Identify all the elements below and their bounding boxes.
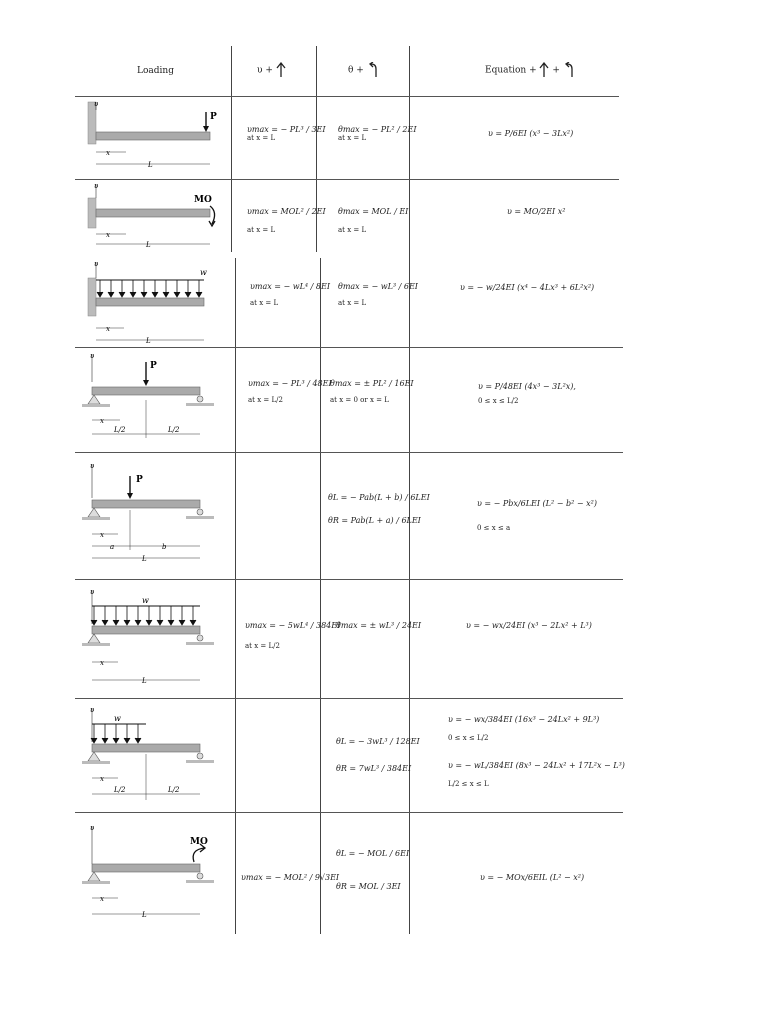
diagram-simple-half-uniform-load — [80, 706, 225, 811]
diagram-cantilever-uniform-load — [86, 260, 226, 345]
header-v-label: υ + — [257, 65, 273, 76]
theta-cell — [336, 622, 421, 631]
diagram-dim-L: L — [142, 911, 147, 919]
diagram-vert-label: υ — [94, 100, 99, 108]
diagram-vert-label: υ — [90, 706, 95, 714]
theta-cell — [338, 208, 408, 234]
vmax-formula: υmax = − MOL² / 9√3EI — [241, 873, 340, 882]
theta-line: θR = Pab(L + a) / 6LEI — [328, 515, 421, 525]
equation-line: 0 ≤ x ≤ L/2 — [478, 396, 519, 405]
header-theta — [348, 62, 379, 78]
theta-cell — [336, 850, 409, 892]
diagram-dim-x: x — [100, 895, 104, 903]
equation-line: υ = − MOx/6EIL (L² − x²) — [480, 873, 585, 882]
header-loading: Loading — [137, 66, 174, 76]
equation-line: 0 ≤ x ≤ L/2 — [448, 733, 489, 742]
diagram-dim-L: L — [142, 677, 147, 685]
equation-line: υ = − w/24EI (x⁴ − 4Lx³ + 6L²x²) — [460, 283, 595, 292]
theta-cell — [336, 738, 420, 774]
diagram-load-label: w — [200, 268, 207, 277]
equation-cell — [477, 500, 597, 532]
equation-line: υ = MO/2EI x² — [507, 207, 566, 216]
row-divider — [75, 579, 623, 580]
theta-line: θmax = ± PL² / 16EI — [330, 379, 414, 388]
theta-line: θR = MOL / 3EI — [336, 881, 401, 891]
diagram-dim-b: b — [162, 543, 167, 551]
equation-line: υ = − Pbx/6LEI (L² − b² − x²) — [477, 499, 597, 508]
vmax-formula: υmax = − PL³ / 3EI — [247, 125, 326, 134]
diagram-dim-x: x — [106, 231, 110, 239]
equation-cell — [448, 716, 625, 789]
diagram-dim-half: L/2 — [114, 426, 126, 434]
diagram-load-label: MO — [194, 195, 212, 205]
theta-cell — [338, 283, 418, 307]
theta-cell — [328, 494, 430, 526]
vmax-formula: υmax = MOL² / 2EI — [247, 207, 326, 216]
diagram-dim-x: x — [106, 325, 110, 333]
equation-cell — [507, 208, 565, 217]
theta-line: at x = L — [338, 225, 367, 234]
diagram-dim-half: L/2 — [168, 426, 180, 434]
theta-line: θL = − 3wL³ / 128EI — [336, 737, 420, 746]
header-equation — [485, 62, 575, 78]
theta-line: at x = L — [338, 133, 367, 142]
diagram-simple-offset-load — [80, 458, 220, 568]
equation-line: L/2 ≤ x ≤ L — [448, 780, 489, 789]
vmax-cell — [250, 283, 330, 307]
row-divider — [75, 452, 623, 453]
vmax-location: at x = L — [247, 133, 276, 142]
theta-line: θmax = − wL³ / 6EI — [338, 282, 418, 291]
diagram-vert-label: υ — [90, 588, 95, 596]
diagram-vert-label: υ — [90, 462, 95, 470]
vmax-cell — [247, 126, 326, 142]
header-equation-label: Equation + — [485, 65, 537, 76]
up-arrow-icon — [539, 62, 549, 78]
diagram-load-label: P — [210, 112, 217, 122]
diagram-cantilever-end-moment — [86, 182, 231, 252]
col-divider — [235, 258, 236, 934]
equation-line: υ = − wx/24EI (x³ − 2Lx² + L³) — [466, 621, 592, 630]
diagram-simple-center-load — [80, 352, 220, 447]
diagram-dim-x: x — [100, 659, 104, 667]
up-arrow-icon — [276, 62, 286, 78]
theta-line: θL = − Pab(L + b) / 6LEI — [328, 493, 430, 502]
diagram-dim-x: x — [100, 417, 104, 425]
equation-cell — [460, 284, 594, 293]
diagram-dim-x: x — [106, 149, 110, 157]
row-divider — [75, 179, 619, 180]
diagram-dim-x: x — [100, 775, 104, 783]
diagram-load-label: w — [142, 596, 149, 605]
theta-line: at x = 0 or x = L — [330, 395, 389, 404]
diagram-dim-half: L/2 — [168, 786, 180, 794]
equation-line: 0 ≤ x ≤ a — [477, 523, 511, 532]
ccw-arrow-icon — [367, 62, 379, 78]
row-divider — [75, 812, 623, 813]
header-v — [257, 62, 286, 78]
equation-line: υ = − wx/384EI (16x³ − 24Lx² + 9L³) — [448, 715, 600, 724]
theta-line: θL = − MOL / 6EI — [336, 849, 410, 858]
vmax-cell — [247, 208, 326, 234]
vmax-location: at x = L — [250, 298, 279, 307]
vmax-formula: υmax = − 5wL⁴ / 384EI — [245, 621, 341, 630]
equation-cell — [488, 130, 573, 139]
diagram-simple-uniform-load — [80, 588, 225, 688]
row-divider — [75, 347, 623, 348]
vmax-location: at x = L — [247, 225, 276, 234]
diagram-load-label: MO — [190, 837, 208, 847]
col-divider — [231, 46, 232, 252]
theta-line: at x = L — [338, 298, 367, 307]
theta-line: θR = 7wL³ / 384EI — [336, 763, 412, 773]
diagram-dim-L: L — [146, 241, 151, 249]
diagram-dim-a: a — [110, 543, 115, 551]
vmax-location: at x = L/2 — [248, 395, 283, 404]
equation-line: υ = P/48EI (4x³ − 3L²x), — [478, 382, 576, 391]
diagram-vert-label: υ — [90, 352, 95, 360]
theta-line: θmax = MOL / EI — [338, 207, 409, 216]
vmax-cell — [245, 622, 340, 650]
row-divider — [75, 698, 623, 699]
vmax-formula: υmax = − wL⁴ / 8EI — [250, 282, 331, 291]
diagram-vert-label: υ — [94, 182, 99, 190]
theta-cell — [338, 126, 417, 142]
row-divider — [75, 96, 619, 97]
theta-line: θmax = ± wL³ / 24EI — [336, 621, 422, 630]
diagram-load-label: P — [150, 361, 157, 371]
diagram-load-label: w — [114, 714, 121, 723]
diagram-vert-label: υ — [90, 824, 95, 832]
diagram-vert-label: υ — [94, 260, 99, 268]
diagram-dim-L: L — [148, 161, 153, 169]
theta-line: θmax = − PL² / 2EI — [338, 125, 417, 134]
vmax-cell — [248, 380, 332, 404]
header-plus: + — [552, 65, 560, 76]
vmax-location: at x = L/2 — [245, 641, 280, 650]
diagram-load-label: P — [136, 475, 143, 485]
diagram-dim-half: L/2 — [114, 786, 126, 794]
diagram-dim-L: L — [146, 337, 151, 345]
equation-cell — [478, 383, 576, 405]
diagram-dim-x: x — [100, 531, 104, 539]
equation-line: υ = − wL/384EI (8x³ − 24Lx² + 17L²x − L³) — [448, 761, 625, 771]
ccw-arrow-icon — [563, 62, 575, 78]
diagram-dim-L: L — [142, 555, 147, 563]
equation-cell — [466, 622, 592, 631]
diagram-cantilever-point-load — [86, 100, 226, 170]
vmax-cell — [241, 874, 339, 883]
header-theta-label: θ + — [348, 65, 364, 76]
diagram-simple-end-moment — [80, 824, 225, 924]
theta-cell — [330, 380, 414, 404]
vmax-formula: υmax = − PL³ / 48EI — [248, 379, 332, 388]
equation-line: υ = P/6EI (x³ − 3Lx²) — [488, 129, 574, 138]
equation-cell — [480, 874, 584, 883]
col-divider — [320, 258, 321, 934]
